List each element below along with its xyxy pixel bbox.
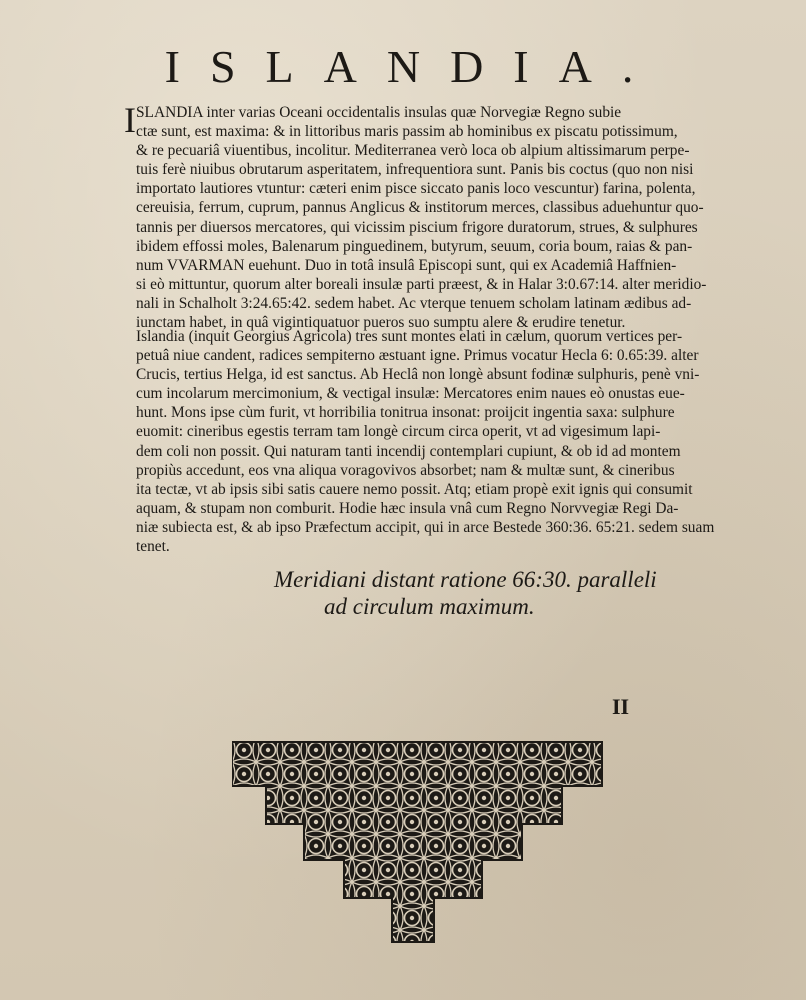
drop-cap: I xyxy=(124,100,136,140)
text-line: tuis ferè niuibus obrutarum asperitatem, infrequentiora sunt. Panis bis coctus (quo non nisi xyxy=(136,161,694,179)
text-line: tenet. xyxy=(136,538,170,556)
text-line: iunctam habet, in quâ vigintiquatuor pueros suo sumptu alere & erudire tenetur. xyxy=(136,314,626,332)
ornament-tailpiece-icon xyxy=(232,738,604,948)
text-line: petuâ niue candent, radices sempiterno æstuant igne. Primus vocatur Hecla 6: 0.65:39. alter xyxy=(136,347,699,365)
text-line: si eò mittuntur, quorum alter boreali insulæ parti præest, & in Halar 3:0.67:14. alter meridio- xyxy=(136,275,707,293)
page-title: ISLANDIA. xyxy=(164,41,664,92)
text-line: aquam, & stupam non comburit. Hodie hæc insula vnâ cum Regno Norvvegiæ Regi Da- xyxy=(136,499,679,517)
text-line: cum incolarum mercimonium, & vectigal insulæ: Mercatores enim naues eò onustas eue- xyxy=(136,385,685,403)
note-line: Meridiani distant ratione 66:30. paralleli xyxy=(274,567,657,592)
text-line: Crucis, tertius Helga, id est sanctus. Ab Heclâ non longè absunt fodinæ sulphuris, penè vni- xyxy=(136,366,700,384)
text-line: tannis per diuersos mercatores, qui vicissim piscium frigore duratorum, strues, & sulphures xyxy=(136,218,698,236)
text-line: importato lautiores vtuntur: cæteri enim pisce siccato panis loco vescuntur) farina, polenta, xyxy=(136,180,696,198)
text-line: cereuisia, ferrum, cuprum, pannus Anglicus & institorum merces, classibus aduehuntur quo- xyxy=(136,199,704,217)
paragraph-agricola xyxy=(136,327,722,556)
note-line: ad circulum maximum. xyxy=(324,594,535,619)
text-line: SLANDIA inter varias Oceani occidentalis insulas quæ Norvegiæ Regno subie xyxy=(136,104,622,121)
text-line: dem coli non possit. Qui naturam tanti incendij contemplari cupiunt, & ob id ad montem xyxy=(136,442,681,460)
paragraph-description xyxy=(136,103,722,332)
text-line: hunt. Mons ipse cùm furit, vt horribilia tonitrua insonat: proijcit ingentia saxa: sulphure xyxy=(136,404,675,422)
text-line: ita tectæ, vt ab ipsis sibi satis cauere nemo possit. Atq; etiam propè exit ignis qui consumit xyxy=(136,480,693,498)
text-line: nali in Schalholt 3:24.65:42. sedem habet. Ac vterque tenuem scholam latinam ædibus ad- xyxy=(136,294,692,312)
text-line: niæ subiecta est, & ab ipso Præfectum accipit, qui in arce Bestede 360:36. 65:21. sedem suam xyxy=(136,518,715,536)
text-line: propiùs accedunt, eos vna aliqua voragovivos absorbet; nam & multæ sunt, & cineribus xyxy=(136,461,675,479)
page-number: II xyxy=(612,694,630,719)
text-line: & re pecuariâ viuentibus, incolitur. Mediterranea verò loca ob alpium altissimarum perpe- xyxy=(136,142,690,160)
text-line: ibidem effossi moles, Balenarum pinguedinem, butyrum, seuum, coria boum, raias & pan- xyxy=(136,237,693,255)
meridian-note xyxy=(274,566,657,620)
text-line: euomit: cineribus egestis terram tam longè circum circa operit, vt ad vigesimum lapi- xyxy=(136,423,661,441)
text-line: Islandia (inquit Georgius Agricola) tres sunt montes elati in cælum, quorum vertices per- xyxy=(136,328,683,345)
text-line: ctæ sunt, est maxima: & in littoribus maris passim ab hominibus ex piscatu potissimum, xyxy=(136,123,678,141)
text-line: num VVARMAN euehunt. Duo in totâ insulâ Episcopi sunt, qui ex Academiâ Haffnien- xyxy=(136,256,677,274)
